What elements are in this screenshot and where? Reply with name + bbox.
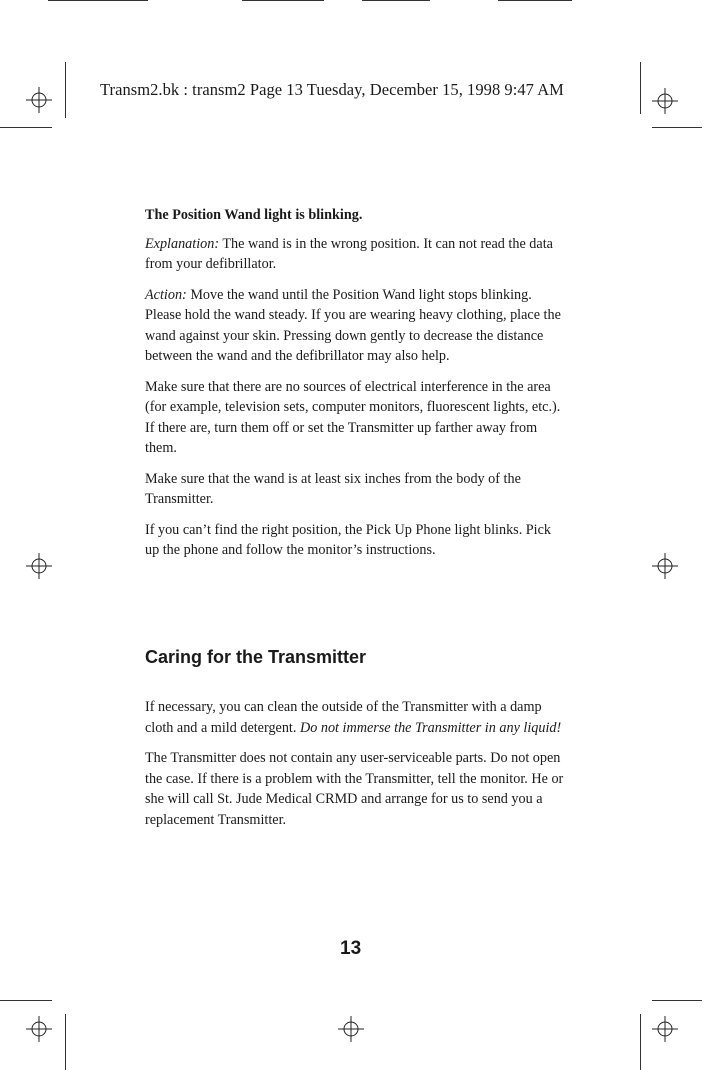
crop-mark-top bbox=[242, 0, 324, 1]
subhead-position-wand: The Position Wand light is blinking. bbox=[145, 207, 363, 223]
crop-mark-vertical bbox=[65, 1014, 66, 1070]
running-header: Transm2.bk : transm2 Page 13 Tuesday, December 15, 1998 9:47 AM bbox=[100, 80, 564, 99]
cleaning-text: If necessary, you can clean the outside of the Transmitter with a damp cloth and a mild detergent. bbox=[145, 699, 542, 736]
troubleshooting-section bbox=[145, 205, 565, 571]
explanation-paragraph bbox=[145, 234, 565, 275]
registration-mark-icon bbox=[652, 1016, 678, 1042]
crop-mark-horizontal bbox=[0, 127, 52, 128]
action-text: Move the wand until the Position Wand light stops blinking. Please hold the wand steady. If you are wearing heavy clothing, place the wand against your skin. Pressing down gently to decrease the distance between the wand and the defibrillator may also help. bbox=[145, 286, 561, 364]
interference-paragraph: Make sure that there are no sources of electrical interference in the area (for example, television sets, computer monitors, fluorescent lights, etc.). If there are, turn them off or set the Transmitter up farther away from them. bbox=[145, 378, 561, 456]
crop-mark-top bbox=[362, 0, 430, 1]
wand-distance-paragraph: Make sure that the wand is at least six inches from the body of the Transmitter. bbox=[145, 470, 521, 507]
crop-mark-horizontal bbox=[652, 1000, 702, 1001]
pick-up-phone-paragraph: If you can’t find the right position, the Pick Up Phone light blinks. Pick up the phone and follow the monitor’s instructions. bbox=[145, 521, 552, 558]
crop-mark-horizontal bbox=[652, 127, 702, 128]
crop-mark-vertical bbox=[65, 62, 66, 118]
crop-mark-vertical bbox=[640, 62, 641, 114]
registration-mark-icon bbox=[26, 87, 52, 113]
crop-mark-top bbox=[48, 0, 148, 1]
registration-mark-icon bbox=[26, 1016, 52, 1042]
crop-mark-vertical bbox=[640, 1014, 641, 1070]
explanation-label: Explanation: bbox=[145, 235, 220, 252]
registration-mark-icon bbox=[652, 88, 678, 114]
crop-mark-horizontal bbox=[0, 1000, 52, 1001]
action-label: Action: bbox=[145, 286, 187, 303]
section-title-caring: Caring for the Transmitter bbox=[145, 647, 367, 667]
crop-mark-top bbox=[498, 0, 572, 1]
cleaning-warning: Do not immerse the Transmitter in any liquid! bbox=[299, 719, 562, 736]
cleaning-paragraph bbox=[145, 697, 565, 738]
page-number: 13 bbox=[340, 938, 362, 959]
registration-mark-icon bbox=[338, 1016, 364, 1042]
registration-mark-icon bbox=[652, 553, 678, 579]
caring-section bbox=[145, 697, 565, 840]
explanation-text: The wand is in the wrong position. It can not read the data from your defibrillator. bbox=[145, 235, 553, 272]
registration-mark-icon bbox=[26, 553, 52, 579]
service-paragraph: The Transmitter does not contain any user-serviceable parts. Do not open the case. If there is a problem with the Transmitter, tell the monitor. He or she will call St. Jude Medical CRMD and arrange for us to send you a replacement Transmitter. bbox=[145, 750, 564, 828]
action-paragraph bbox=[145, 285, 565, 367]
